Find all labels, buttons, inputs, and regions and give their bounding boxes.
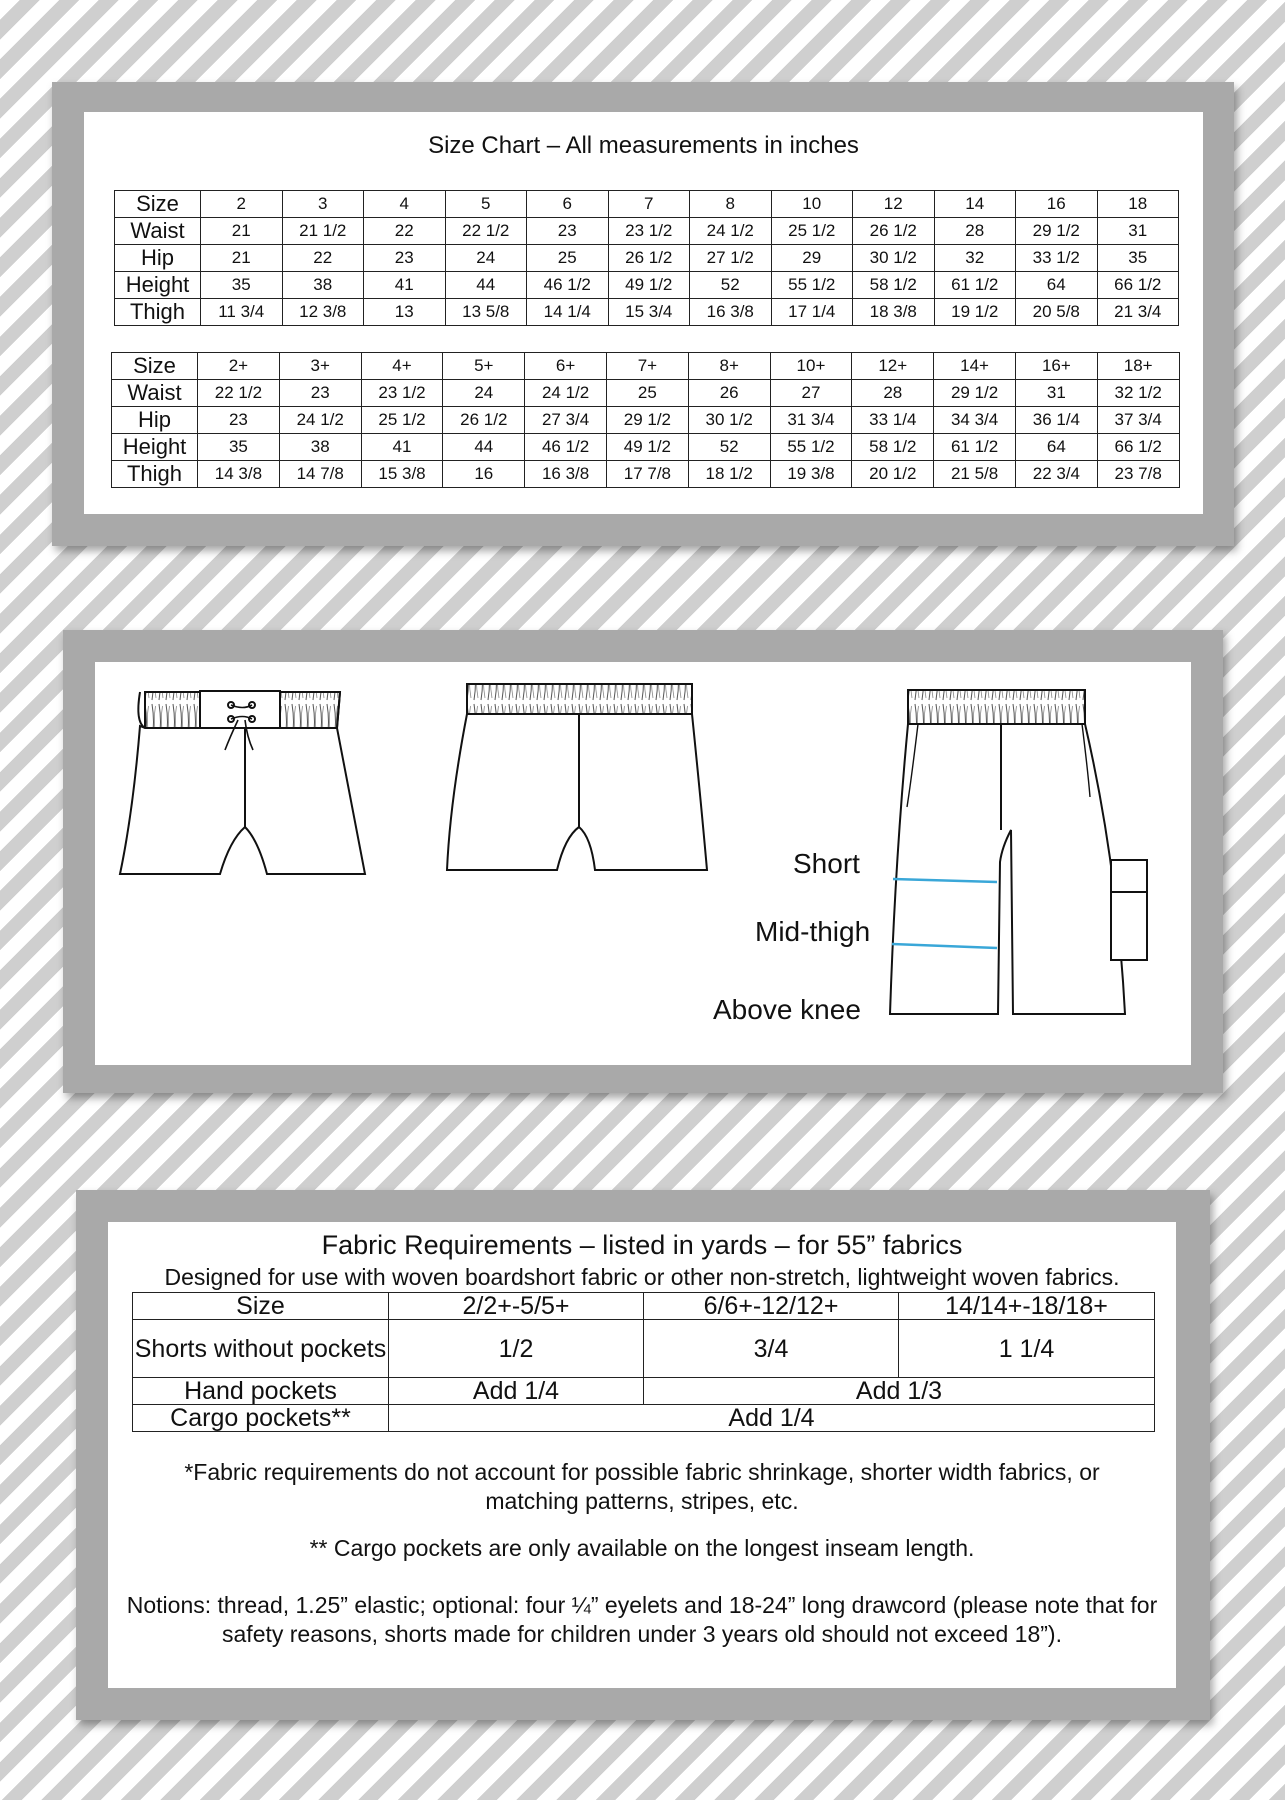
- size-cell: 22: [364, 218, 446, 245]
- size-cell: 21 5/8: [934, 461, 1016, 488]
- size-cell: 3: [282, 191, 364, 218]
- cargo-pockets-label: Cargo pockets**: [133, 1405, 389, 1432]
- size-chart-card: [84, 112, 1203, 514]
- row-label: Height: [112, 434, 198, 461]
- illustration-card: [95, 662, 1191, 1065]
- size-cell: 21 1/2: [282, 218, 364, 245]
- no-pockets-value: 3/4: [644, 1320, 899, 1378]
- size-cell: 23: [279, 380, 361, 407]
- above-knee-length-label: Above knee: [713, 994, 861, 1025]
- size-cell: 19 1/2: [934, 299, 1016, 326]
- size-cell: 20 1/2: [852, 461, 934, 488]
- size-cell: 4: [364, 191, 446, 218]
- fabric-size-col: 14/14+-18/18+: [899, 1293, 1155, 1320]
- size-cell: 27: [770, 380, 852, 407]
- size-cell: 26 1/2: [853, 218, 935, 245]
- hand-pockets-large: Add 1/3: [644, 1378, 1155, 1405]
- size-cell: 61 1/2: [934, 434, 1016, 461]
- size-cell: 32: [934, 245, 1016, 272]
- size-table-row: [112, 353, 1180, 380]
- size-cell: 66 1/2: [1097, 434, 1179, 461]
- fabric-note-cargo: ** Cargo pockets are only available on the longest inseam length.: [309, 1535, 975, 1561]
- size-cell: 25: [527, 245, 609, 272]
- size-table-row: [115, 191, 1179, 218]
- size-cell: 33 1/2: [1016, 245, 1098, 272]
- size-cell: 3+: [279, 353, 361, 380]
- fabric-cargo-row: [133, 1405, 1155, 1432]
- cargo-pockets-value: Add 1/4: [389, 1405, 1155, 1432]
- size-cell: 24 1/2: [279, 407, 361, 434]
- size-cell: 29: [771, 245, 853, 272]
- size-table-row: [115, 245, 1179, 272]
- size-table-row: [112, 461, 1180, 488]
- size-cell: 12+: [852, 353, 934, 380]
- size-cell: 24: [445, 245, 527, 272]
- size-cell: 16: [1016, 191, 1098, 218]
- size-cell: 21 3/4: [1097, 299, 1179, 326]
- size-cell: 18: [1097, 191, 1179, 218]
- size-cell: 27 1/2: [690, 245, 772, 272]
- size-table-row: [115, 272, 1179, 299]
- size-cell: 23: [198, 407, 280, 434]
- size-cell: 64: [1015, 434, 1097, 461]
- size-cell: 61 1/2: [934, 272, 1016, 299]
- no-pockets-value: 1/2: [389, 1320, 644, 1378]
- size-cell: 52: [690, 272, 772, 299]
- fabric-size-header: Size: [133, 1293, 389, 1320]
- size-cell: 7+: [606, 353, 688, 380]
- size-cell: 32 1/2: [1097, 380, 1179, 407]
- size-cell: 13 5/8: [445, 299, 527, 326]
- size-cell: 4+: [361, 353, 443, 380]
- size-cell: 31 3/4: [770, 407, 852, 434]
- size-cell: 11 3/4: [201, 299, 283, 326]
- size-cell: 46 1/2: [527, 272, 609, 299]
- size-cell: 12 3/8: [282, 299, 364, 326]
- size-cell: 5: [445, 191, 527, 218]
- size-cell: 25: [606, 380, 688, 407]
- size-chart-title: Size Chart – All measurements in inches: [428, 132, 859, 159]
- size-cell: 23: [527, 218, 609, 245]
- size-cell: 21: [201, 218, 283, 245]
- size-cell: 55 1/2: [771, 272, 853, 299]
- size-cell: 30 1/2: [853, 245, 935, 272]
- plain-short-back-drawing: [447, 684, 707, 870]
- size-cell: 29 1/2: [934, 380, 1016, 407]
- size-cell: 24 1/2: [525, 380, 607, 407]
- mid-thigh-length-label: Mid-thigh: [755, 916, 871, 947]
- size-cell: 21: [201, 245, 283, 272]
- no-pockets-label: Shorts without pockets: [133, 1320, 389, 1378]
- size-cell: 29 1/2: [606, 407, 688, 434]
- size-cell: 28: [934, 218, 1016, 245]
- size-cell: 37 3/4: [1097, 407, 1179, 434]
- fabric-size-col: 2/2+-5/5+: [389, 1293, 644, 1320]
- fabric-note-notions: Notions: thread, 1.25” elastic; optional: four ¼” eyelets and 18-24” long drawcord (please note that for safety reasons, shorts made for children under 3 years old should not exceed 18”).: [126, 1592, 1158, 1647]
- row-label: Waist: [115, 218, 201, 245]
- size-cell: 16 3/8: [690, 299, 772, 326]
- size-cell: 18 3/8: [853, 299, 935, 326]
- size-cell: 25 1/2: [361, 407, 443, 434]
- row-label: Size: [115, 191, 201, 218]
- size-cell: 30 1/2: [688, 407, 770, 434]
- size-cell: 27 3/4: [525, 407, 607, 434]
- size-cell: 64: [1016, 272, 1098, 299]
- size-cell: 24 1/2: [690, 218, 772, 245]
- row-label: Hip: [115, 245, 201, 272]
- no-pockets-value: 1 1/4: [899, 1320, 1155, 1378]
- size-cell: 14 3/8: [198, 461, 280, 488]
- size-cell: 46 1/2: [525, 434, 607, 461]
- fabric-hand-pockets-row: [133, 1378, 1155, 1405]
- size-cell: 26 1/2: [443, 407, 525, 434]
- size-cell: 15 3/8: [361, 461, 443, 488]
- size-cell: 24: [443, 380, 525, 407]
- size-cell: 38: [282, 272, 364, 299]
- size-cell: 2+: [198, 353, 280, 380]
- fabric-subtitle: Designed for use with woven boardshort fabric or other non-stretch, lightweight woven fabrics.: [164, 1264, 1120, 1290]
- size-cell: 29 1/2: [1016, 218, 1098, 245]
- size-cell: 49 1/2: [608, 272, 690, 299]
- size-cell: 16 3/8: [525, 461, 607, 488]
- size-table-row: [112, 380, 1180, 407]
- size-table-row: [115, 299, 1179, 326]
- regular-size-table: [114, 190, 1179, 326]
- size-table-row: [112, 407, 1180, 434]
- row-label: Waist: [112, 380, 198, 407]
- size-cell: 12: [853, 191, 935, 218]
- fabric-no-pockets-row: [133, 1320, 1155, 1378]
- plus-size-table: [111, 352, 1180, 488]
- row-label: Thigh: [115, 299, 201, 326]
- size-cell: 58 1/2: [852, 434, 934, 461]
- size-cell: 5+: [443, 353, 525, 380]
- size-cell: 16+: [1015, 353, 1097, 380]
- size-cell: 15 3/4: [608, 299, 690, 326]
- size-cell: 33 1/4: [852, 407, 934, 434]
- size-cell: 58 1/2: [853, 272, 935, 299]
- size-cell: 35: [198, 434, 280, 461]
- size-cell: 66 1/2: [1097, 272, 1179, 299]
- size-cell: 49 1/2: [606, 434, 688, 461]
- size-cell: 44: [445, 272, 527, 299]
- size-cell: 55 1/2: [770, 434, 852, 461]
- row-label: Size: [112, 353, 198, 380]
- size-cell: 17 1/4: [771, 299, 853, 326]
- size-cell: 13: [364, 299, 446, 326]
- fabric-table: [132, 1292, 1155, 1432]
- size-cell: 35: [201, 272, 283, 299]
- size-cell: 10+: [770, 353, 852, 380]
- size-cell: 22 3/4: [1015, 461, 1097, 488]
- size-cell: 23 1/2: [361, 380, 443, 407]
- size-cell: 28: [852, 380, 934, 407]
- size-cell: 8: [690, 191, 772, 218]
- row-label: Height: [115, 272, 201, 299]
- row-label: Hip: [112, 407, 198, 434]
- fabric-requirements-panel: [76, 1190, 1210, 1720]
- size-cell: 14 7/8: [279, 461, 361, 488]
- size-cell: 14 1/4: [527, 299, 609, 326]
- size-cell: 23 1/2: [608, 218, 690, 245]
- size-cell: 10: [771, 191, 853, 218]
- size-cell: 14: [934, 191, 1016, 218]
- hand-pockets-label: Hand pockets: [133, 1378, 389, 1405]
- size-chart-panel: [52, 82, 1234, 546]
- size-cell: 7: [608, 191, 690, 218]
- size-cell: 6+: [525, 353, 607, 380]
- fabric-title: Fabric Requirements – listed in yards – for 55” fabrics: [321, 1230, 963, 1260]
- size-cell: 22 1/2: [198, 380, 280, 407]
- size-cell: 17 7/8: [606, 461, 688, 488]
- size-cell: 2: [201, 191, 283, 218]
- size-cell: 14+: [934, 353, 1016, 380]
- size-cell: 31: [1097, 218, 1179, 245]
- boardshort-front-drawing: [120, 691, 365, 874]
- size-cell: 35: [1097, 245, 1179, 272]
- size-cell: 36 1/4: [1015, 407, 1097, 434]
- shorts-illustrations: [95, 662, 1191, 1065]
- size-table-row: [115, 218, 1179, 245]
- size-cell: 31: [1015, 380, 1097, 407]
- size-cell: 8+: [688, 353, 770, 380]
- size-cell: 25 1/2: [771, 218, 853, 245]
- size-cell: 20 5/8: [1016, 299, 1098, 326]
- size-cell: 26 1/2: [608, 245, 690, 272]
- fabric-note-shrinkage: *Fabric requirements do not account for possible fabric shrinkage, shorter width fabrics, or matching patterns, stripes, etc.: [184, 1459, 1100, 1514]
- size-cell: 19 3/8: [770, 461, 852, 488]
- fabric-size-col: 6/6+-12/12+: [644, 1293, 899, 1320]
- size-cell: 34 3/4: [934, 407, 1016, 434]
- fabric-header-row: [133, 1293, 1155, 1320]
- size-cell: 23: [364, 245, 446, 272]
- size-cell: 22: [282, 245, 364, 272]
- size-cell: 38: [279, 434, 361, 461]
- row-label: Thigh: [112, 461, 198, 488]
- size-cell: 52: [688, 434, 770, 461]
- size-cell: 23 7/8: [1097, 461, 1179, 488]
- size-cell: 18+: [1097, 353, 1179, 380]
- size-cell: 41: [361, 434, 443, 461]
- hand-pockets-small: Add 1/4: [389, 1378, 644, 1405]
- size-cell: 44: [443, 434, 525, 461]
- shorts-illustration-panel: [63, 630, 1223, 1093]
- fabric-card: [108, 1222, 1176, 1688]
- size-cell: 18 1/2: [688, 461, 770, 488]
- size-cell: 26: [688, 380, 770, 407]
- size-cell: 41: [364, 272, 446, 299]
- size-cell: 16: [443, 461, 525, 488]
- size-cell: 22 1/2: [445, 218, 527, 245]
- cargo-short-drawing: [890, 690, 1147, 1014]
- size-cell: 6: [527, 191, 609, 218]
- short-length-label: Short: [793, 848, 860, 879]
- size-table-row: [112, 434, 1180, 461]
